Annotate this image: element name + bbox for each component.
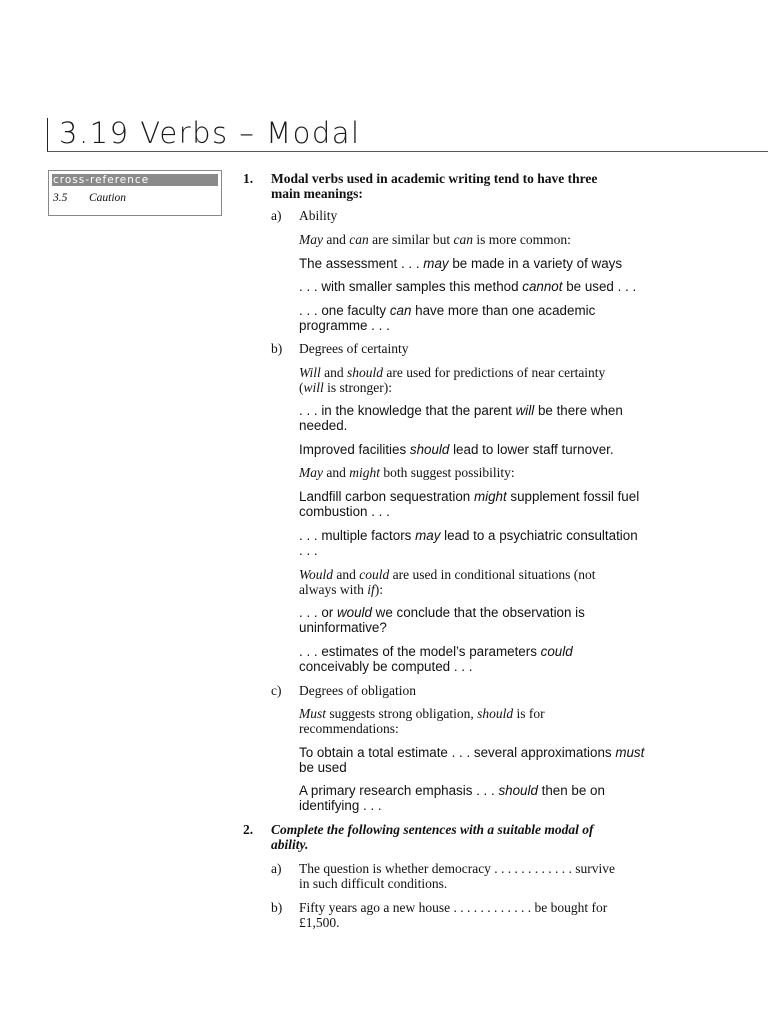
obligation-example-1: To obtain a total estimate . . . several approximations must — [299, 745, 645, 760]
ability-example-1: The assessment . . . may be made in a variety of ways — [299, 256, 623, 271]
certainty-note-3: Would and could are used in conditional situations (not — [299, 567, 596, 582]
cross-reference-heading: cross-reference — [52, 174, 218, 186]
certainty-example-3: Landfill carbon sequestration might supplement fossil fuel — [299, 489, 640, 504]
section-2-heading-line-1: Complete the following sentences with a suitable modal of — [271, 822, 594, 837]
certainty-example-2: Improved facilities should lead to lower staff turnover. — [299, 442, 614, 457]
exercise-a-line-1: The question is whether democracy . . . . . . . . . . . . survive — [299, 861, 616, 876]
certainty-example-5: . . . or would we conclude that the observation is — [299, 605, 585, 620]
ability-example-2: . . . with smaller samples this method cannot be used . . . — [299, 279, 637, 294]
exercise-b-line-1: Fifty years ago a new house . . . . . . . . . . . . be bought for — [299, 900, 608, 915]
obligation-example-2: A primary research emphasis . . . should then be on — [299, 783, 605, 798]
item-a-label: a) — [271, 208, 282, 223]
title-horizontal-rule — [47, 151, 768, 152]
ability-example-3: . . . one faculty can have more than one academic — [299, 303, 596, 318]
exercise-a-line-2: in such difficult conditions. — [299, 876, 448, 891]
obligation-example-2-line-2: identifying . . . — [299, 798, 382, 813]
exercise-b-line-2: £1,500. — [299, 915, 340, 930]
certainty-example-1-line-2: needed. — [299, 418, 348, 433]
obligation-note: Must suggests strong obligation, should is for — [299, 706, 545, 721]
certainty-note-3-line-2: always with if): — [299, 582, 384, 597]
exercise-a-label: a) — [271, 861, 282, 876]
cross-reference-label: Caution — [89, 192, 127, 204]
exercise-b-label: b) — [271, 900, 283, 915]
cross-reference-box — [48, 170, 222, 216]
title-vertical-rule — [47, 118, 48, 152]
certainty-note-1-line-2: (will is stronger): — [299, 380, 393, 395]
section-1-number: 1. — [243, 171, 254, 186]
item-a-title: Ability — [299, 208, 338, 223]
certainty-example-6: . . . estimates of the model’s parameters could — [299, 644, 573, 659]
certainty-example-1: . . . in the knowledge that the parent will be there when — [299, 403, 623, 418]
certainty-example-4-line-2: . . . — [299, 543, 318, 558]
obligation-note-line-2: recommendations: — [299, 721, 399, 736]
item-c-label: c) — [271, 683, 282, 698]
certainty-example-6-line-2: conceivably be computed . . . — [299, 659, 473, 674]
certainty-example-5-line-2: uninformative? — [299, 620, 387, 635]
certainty-note-2: May and might both suggest possibility: — [299, 465, 515, 480]
title-bar — [47, 118, 768, 152]
section-1-heading-line-1: Modal verbs used in academic writing tend to have three — [271, 171, 598, 186]
cross-reference-number: 3.5 — [53, 192, 68, 204]
item-c-title: Degrees of obligation — [299, 683, 416, 698]
page-title: 3.19 Verbs – Modal — [59, 116, 361, 150]
section-2-heading-line-2: ability. — [271, 837, 309, 852]
item-b-label: b) — [271, 341, 283, 356]
certainty-example-4: . . . multiple factors may lead to a psychiatric consultation — [299, 528, 638, 543]
section-1-heading-line-2: main meanings: — [271, 186, 363, 201]
ability-note: May and can are similar but can is more common: — [299, 232, 571, 247]
item-b-title: Degrees of certainty — [299, 341, 409, 356]
certainty-example-3-line-2: combustion . . . — [299, 504, 390, 519]
cross-reference-entry — [53, 192, 126, 204]
obligation-example-1-line-2: be used — [299, 760, 347, 775]
ability-example-3-line-2: programme . . . — [299, 318, 390, 333]
certainty-note-1: Will and should are used for predictions of near certainty — [299, 365, 606, 380]
section-2-number: 2. — [243, 822, 254, 837]
